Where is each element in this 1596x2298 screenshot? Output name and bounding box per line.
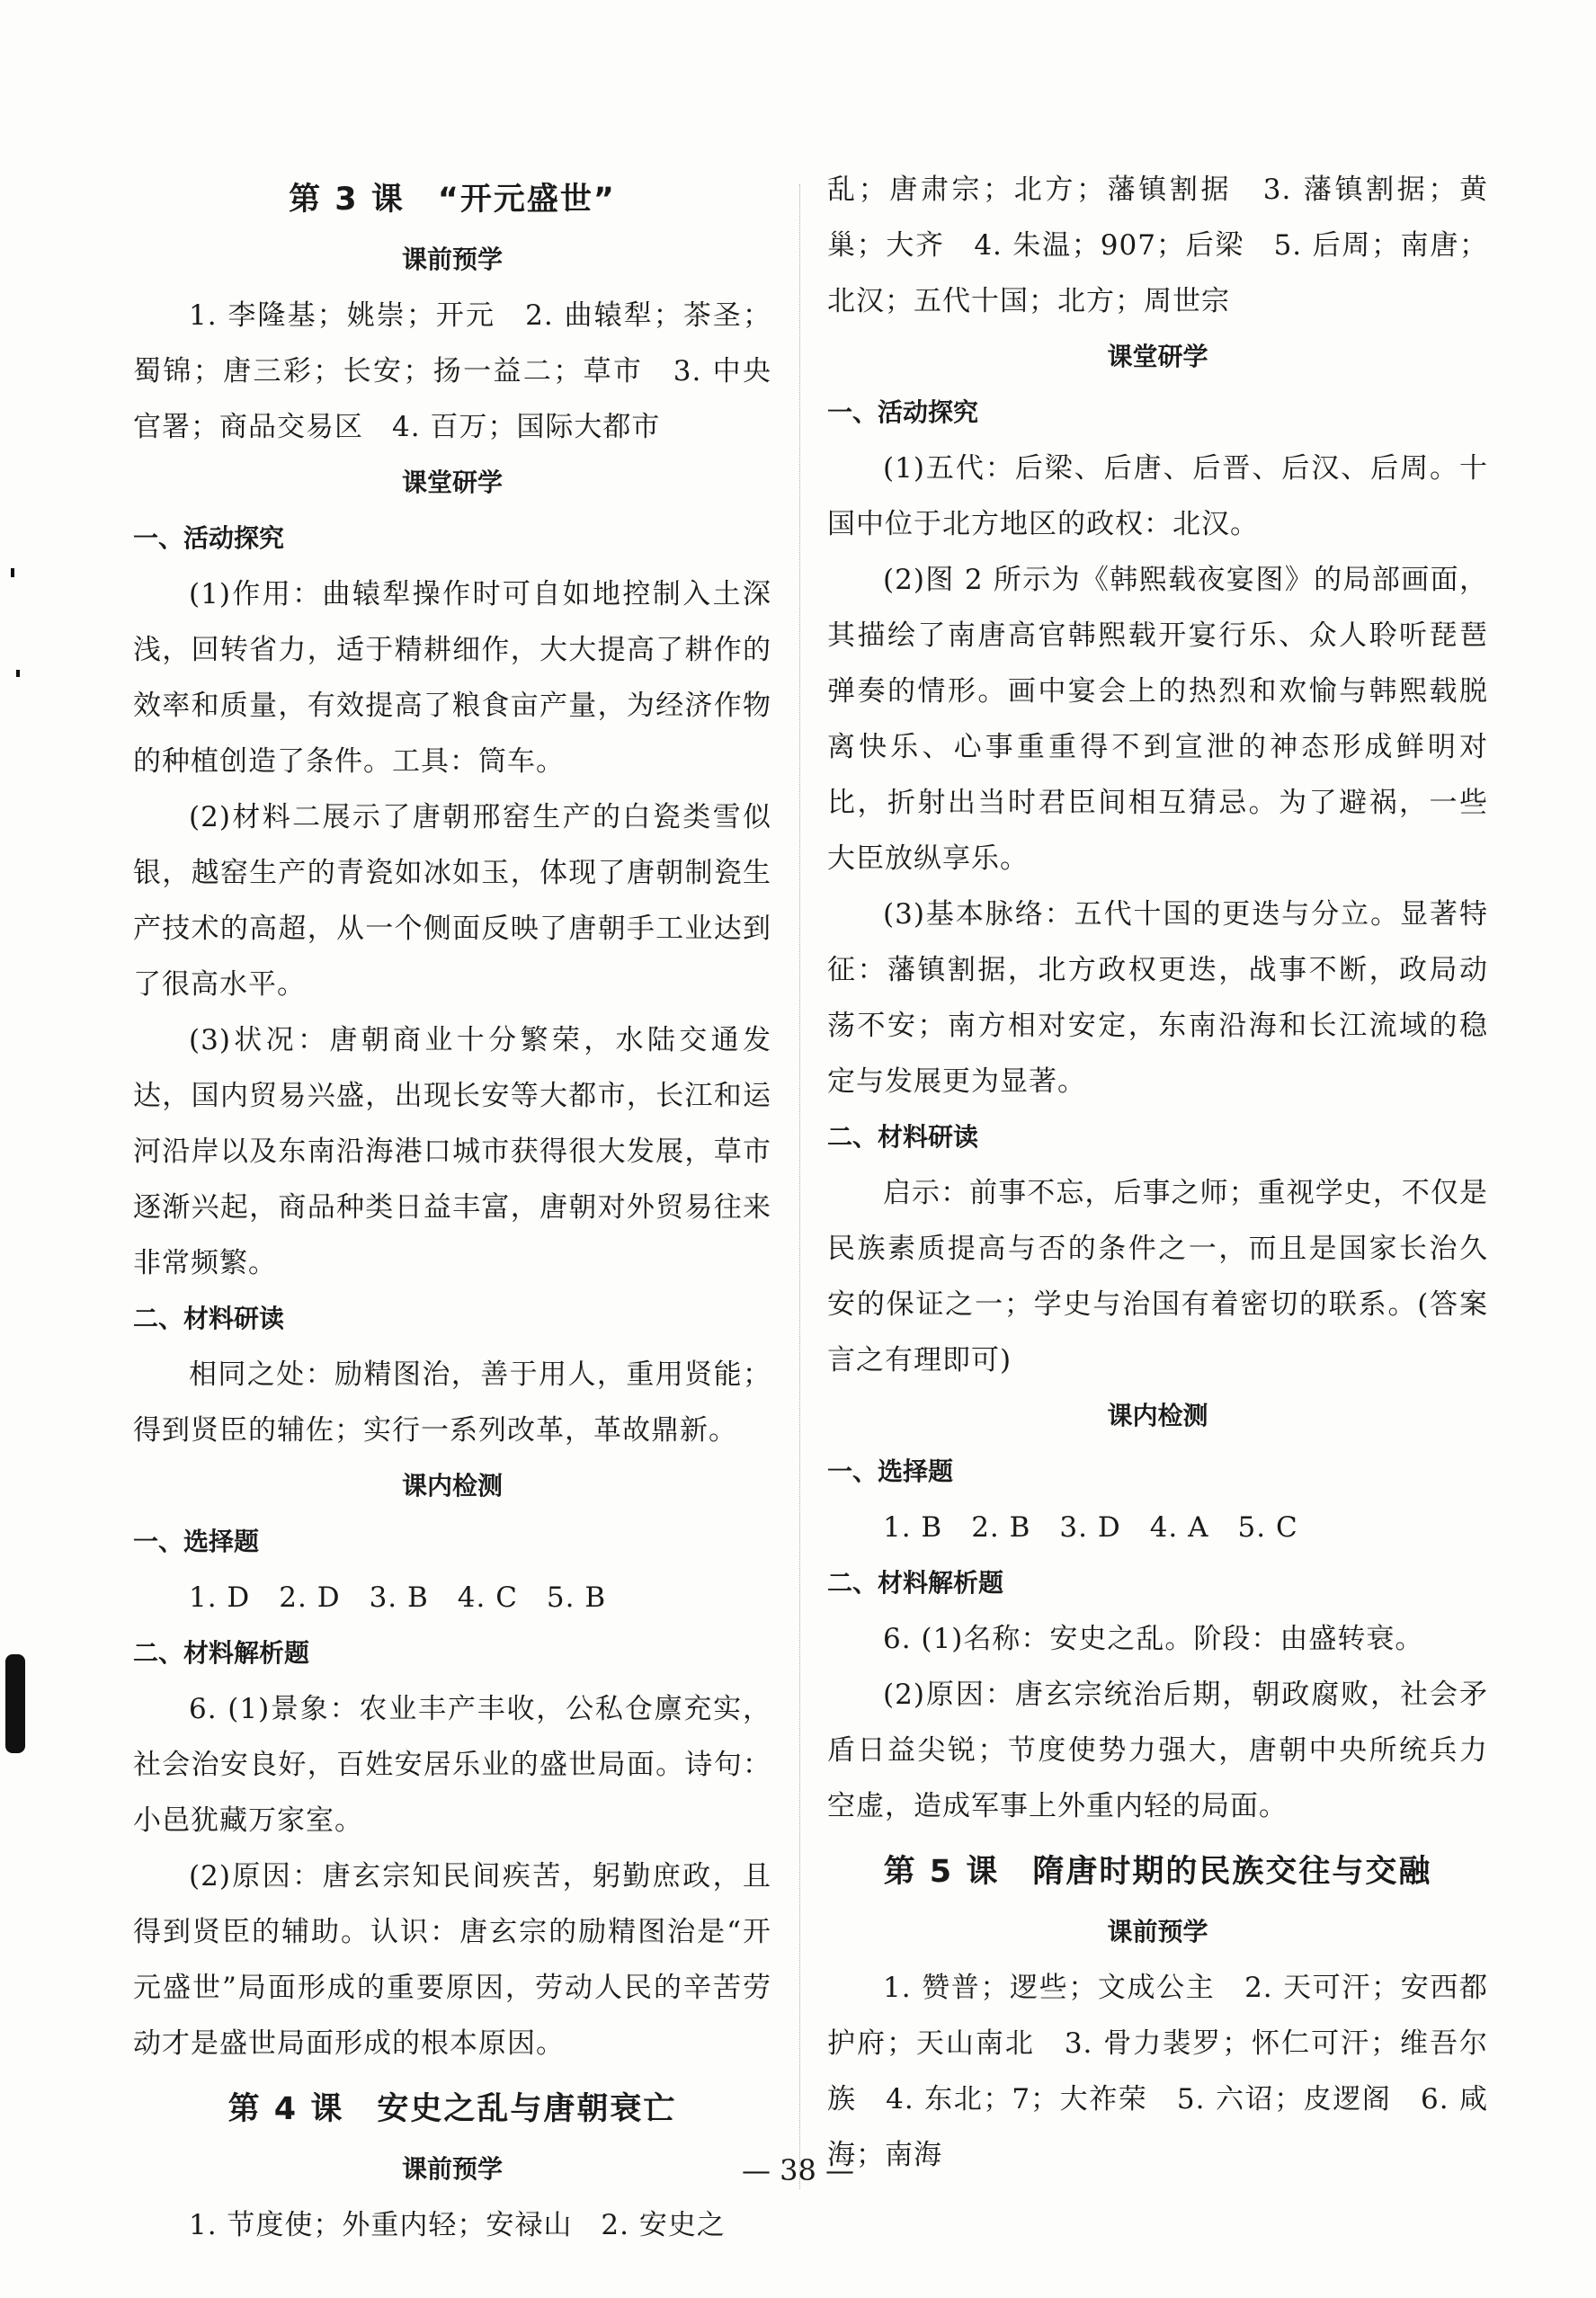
- l3-activity-p1: (1)作用：曲辕犁操作时可自如地控制入土深浅，回转省力，适于精耕细作，大大提高了耕作的效率和质量，有效提高了粮食亩产量，为经济作物的种植创造了条件。工具：筒车。: [133, 578, 771, 778]
- column-divider: [799, 184, 800, 2189]
- l4-choice-heading: 一、选择题: [827, 1456, 954, 1486]
- right-column: [827, 162, 1488, 2183]
- scan-mark: [5, 1654, 25, 1753]
- lesson-4-title: 第 4 课 安史之乱与唐朝衰亡: [227, 2091, 677, 2127]
- l3-material-p1: 相同之处：励精图治，善于用人，重用贤能；得到贤臣的辅佐；实行一系列改革，革故鼎新。: [133, 1358, 771, 1447]
- l3-activity-p3: (3)状况：唐朝商业十分繁荣，水陆交通发达，国内贸易兴盛，出现长安等大都市，长江和运河沿岸以及东南沿海港口城市获得很大发展，草市逐渐兴起，商品种类日益丰富，唐朝对外贸易往来非常频繁。: [133, 1024, 771, 1279]
- l4-material-p1: 启示：前事不忘，后事之师；重视学史，不仅是民族素质提高与否的条件之一，而且是国家长治久安的保证之一；学史与治国有着密切的联系。(答案言之有理即可): [827, 1177, 1488, 1376]
- scan-mark: [11, 568, 14, 577]
- l4-analysis-heading: 二、材料解析题: [827, 1568, 1004, 1598]
- l4-check-heading: 课内检测: [1107, 1401, 1208, 1430]
- l3-class-heading: 课堂研学: [401, 468, 503, 497]
- l4-pre-heading: 课前预学: [401, 2154, 503, 2184]
- l4-pre-text-start: 1. 节度使；外重内轻；安禄山 2. 安史之: [189, 2209, 726, 2241]
- l4-analysis-p2: (2)原因：唐玄宗统治后期，朝政腐败，社会矛盾日益尖锐；节度使势力强大，唐朝中央所统兵力空虚，造成军事上外重内轻的局面。: [827, 1679, 1488, 1822]
- scan-mark: [16, 670, 20, 677]
- l3-activity-p2: (2)材料二展示了唐朝邢窑生产的白瓷类雪似银，越窑生产的青瓷如冰如玉，体现了唐朝制瓷生产技术的高超，从一个侧面反映了唐朝手工业达到了很高水平。: [133, 801, 771, 1001]
- l3-choice-heading: 一、选择题: [133, 1527, 260, 1556]
- l4-activity-p3: (3)基本脉络：五代十国的更迭与分立。显著特征：藩镇割据，北方政权更迭，战事不断，政局动荡不安；南方相对安定，东南沿海和长江流域的稳定与发展更为显著。: [827, 898, 1488, 1098]
- l4-choice-answers: 1. B 2. B 3. D 4. A 5. C: [883, 1511, 1298, 1544]
- l3-check-heading: 课内检测: [401, 1471, 503, 1501]
- l4-activity-p1: (1)五代：后梁、后唐、后晋、后汉、后周。十国中位于北方地区的政权：北汉。: [827, 452, 1488, 540]
- l3-pre-text: 1. 李隆基；姚崇；开元 2. 曲辕犁；茶圣；蜀锦；唐三彩；长安；扬一益二；草市 3. 中央官署；商品交易区 4. 百万；国际大都市: [133, 299, 771, 443]
- l3-analysis-heading: 二、材料解析题: [133, 1638, 310, 1668]
- l3-analysis-p1: 6. (1)景象：农业丰产丰收，公私仓廪充实，社会治安良好，百姓安居乐业的盛世局面。诗句：小邑犹藏万家室。: [133, 1693, 771, 1837]
- l4-pre-text-cont: 乱；唐肃宗；北方；藩镇割据 3. 藩镇割据；黄巢；大齐 4. 朱温；907；后梁 5. 后周；南唐；北汉；五代十国；北方；周世宗: [827, 174, 1488, 317]
- l3-activity-heading: 一、活动探究: [133, 523, 285, 553]
- l4-class-heading: 课堂研学: [1107, 342, 1208, 371]
- l3-choice-answers: 1. D 2. D 3. B 4. C 5. B: [189, 1581, 607, 1614]
- l4-activity-heading: 一、活动探究: [827, 397, 979, 427]
- l4-analysis-p1: 6. (1)名称：安史之乱。阶段：由盛转衰。: [883, 1623, 1424, 1655]
- l4-material-heading: 二、材料研读: [827, 1122, 979, 1152]
- l4-activity-p2: (2)图 2 所示为《韩熙载夜宴图》的局部画面，其描绘了南唐高官韩熙载开宴行乐、众人聆听琵琶弹奏的情形。画中宴会上的热烈和欢愉与韩熙载脱离快乐、心事重重得不到宣泄的神态形成鲜明对比，折射出当时君臣间相互猜忌。为了避祸，一些大臣放纵享乐。: [827, 564, 1488, 875]
- l5-pre-heading: 课前预学: [1107, 1917, 1208, 1946]
- lesson-3-title: 第 3 课 “开元盛世”: [289, 182, 616, 218]
- lesson-5-title: 第 5 课 隋唐时期的民族交往与交融: [883, 1854, 1432, 1890]
- left-column: [133, 162, 771, 2253]
- l3-pre-heading: 课前预学: [401, 245, 503, 274]
- page-number: — 38 —: [741, 2153, 855, 2187]
- l3-analysis-p2: (2)原因：唐玄宗知民间疾苦，躬勤庶政，且得到贤臣的辅助。认识：唐玄宗的励精图治是“开元盛世”局面形成的重要原因，劳动人民的辛苦劳动才是盛世局面形成的根本原因。: [133, 1860, 771, 2060]
- l5-pre-text: 1. 赞普；逻些；文成公主 2. 天可汗；安西都护府；天山南北 3. 骨力裴罗；怀仁可汗；维吾尔族 4. 东北；7；大祚荣 5. 六诏；皮逻阁 6. 咸海；南海: [827, 1972, 1488, 2171]
- l3-material-heading: 二、材料研读: [133, 1304, 285, 1333]
